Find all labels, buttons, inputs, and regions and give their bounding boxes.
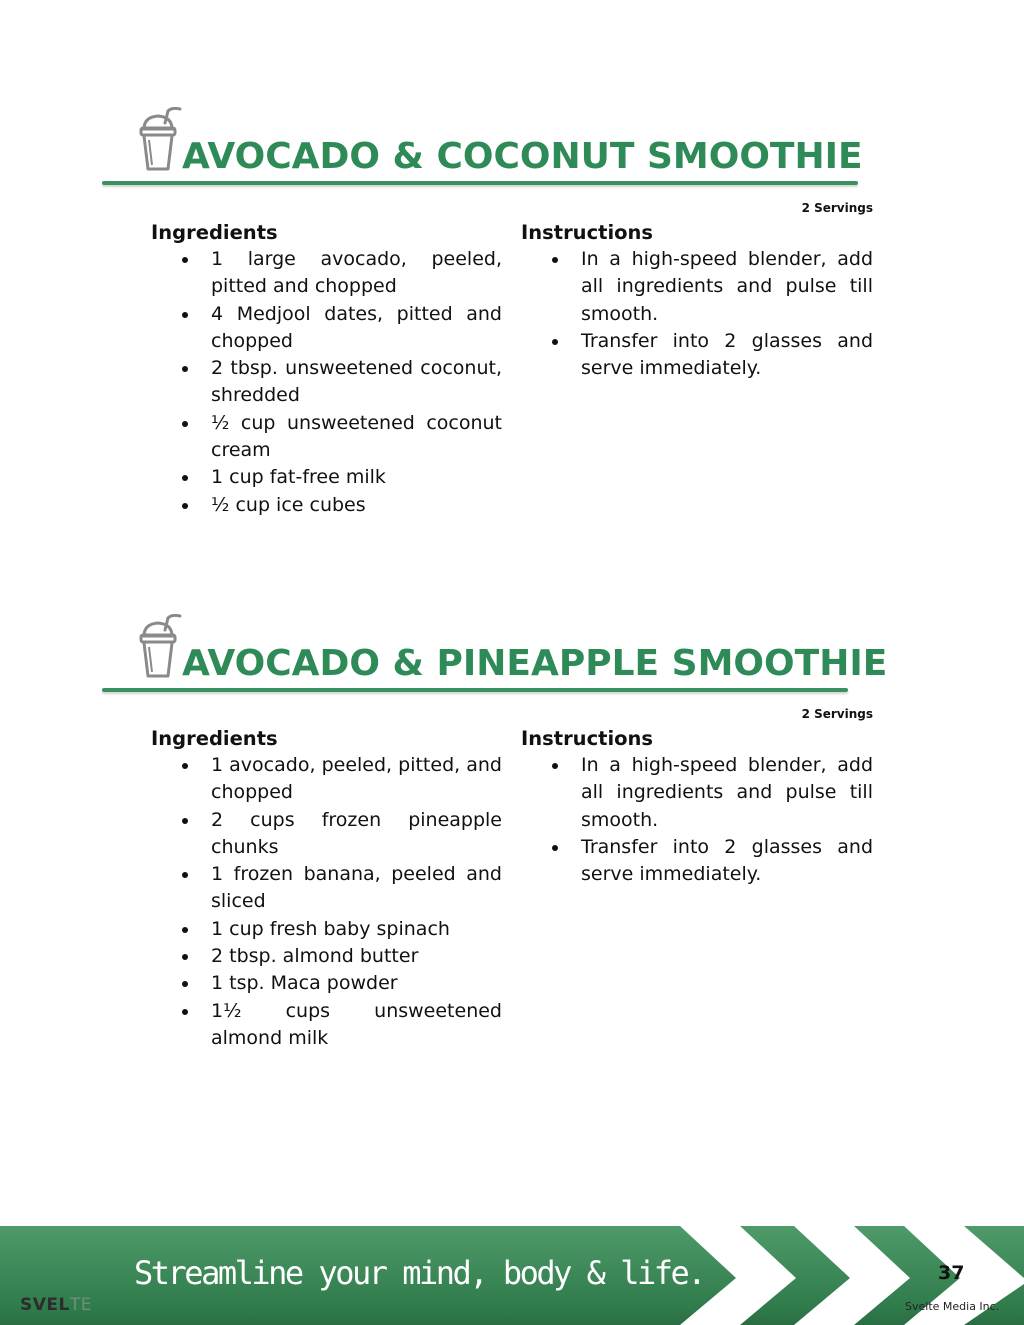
footer-banner (0, 1226, 1024, 1325)
ingredients-column (151, 219, 502, 519)
ingredient-item: 4 Medjool dates, pitted and chopped (151, 301, 502, 356)
ingredient-item: 1 tsp. Maca powder (151, 970, 502, 997)
ingredient-item: 1 cup fat-free milk (151, 464, 502, 491)
instructions-list (521, 246, 873, 382)
brand-logo-light: TE (69, 1295, 92, 1315)
ingredient-item: ½ cup unsweetened coconut cream (151, 410, 502, 465)
instruction-item: Transfer into 2 glasses and serve immediately. (521, 328, 873, 383)
brand-logo (20, 1295, 92, 1315)
instructions-column (521, 219, 873, 382)
recipe-title-block (102, 614, 888, 686)
footer-tagline: Streamline your mind, body & life. (134, 1254, 705, 1292)
ingredient-item: 1 frozen banana, peeled and sliced (151, 861, 502, 916)
ingredient-item: 1½ cups unsweetened almond milk (151, 998, 502, 1053)
instructions-list (521, 752, 873, 888)
ingredient-item: 2 cups frozen pineapple chunks (151, 807, 502, 862)
ingredients-list (151, 752, 502, 1052)
page-number: 37 (938, 1262, 965, 1284)
company-name: Svelte Media Inc. (905, 1300, 1000, 1313)
ingredient-item: ½ cup ice cubes (151, 492, 502, 519)
instructions-heading: Instructions (521, 221, 654, 244)
smoothie-cup-icon (138, 107, 186, 173)
instructions-column (521, 725, 873, 888)
title-underline (102, 181, 858, 185)
recipe-title: AVOCADO & PINEAPPLE SMOOTHIE (182, 643, 888, 684)
servings-label: 2 Servings (801, 707, 873, 721)
recipe-title-block (102, 107, 863, 179)
ingredients-heading: Ingredients (151, 727, 278, 750)
ingredients-heading: Ingredients (151, 221, 278, 244)
title-underline (102, 688, 848, 692)
ingredient-item: 1 cup fresh baby spinach (151, 916, 502, 943)
ingredients-list (151, 246, 502, 519)
ingredient-item: 1 avocado, peeled, pitted, and chopped (151, 752, 502, 807)
instructions-heading: Instructions (521, 727, 654, 750)
brand-logo-bold: SVEL (20, 1295, 70, 1315)
ingredients-column (151, 725, 502, 1052)
smoothie-cup-icon (138, 614, 186, 680)
instruction-item: In a high-speed blender, add all ingredients and pulse till smooth. (521, 246, 873, 328)
servings-label: 2 Servings (801, 201, 873, 215)
instruction-item: Transfer into 2 glasses and serve immediately. (521, 834, 873, 889)
instruction-item: In a high-speed blender, add all ingredients and pulse till smooth. (521, 752, 873, 834)
ingredient-item: 1 large avocado, peeled, pitted and chopped (151, 246, 502, 301)
recipe-title: AVOCADO & COCONUT SMOOTHIE (182, 136, 863, 177)
ingredient-item: 2 tbsp. unsweetened coconut, shredded (151, 355, 502, 410)
ingredient-item: 2 tbsp. almond butter (151, 943, 502, 970)
